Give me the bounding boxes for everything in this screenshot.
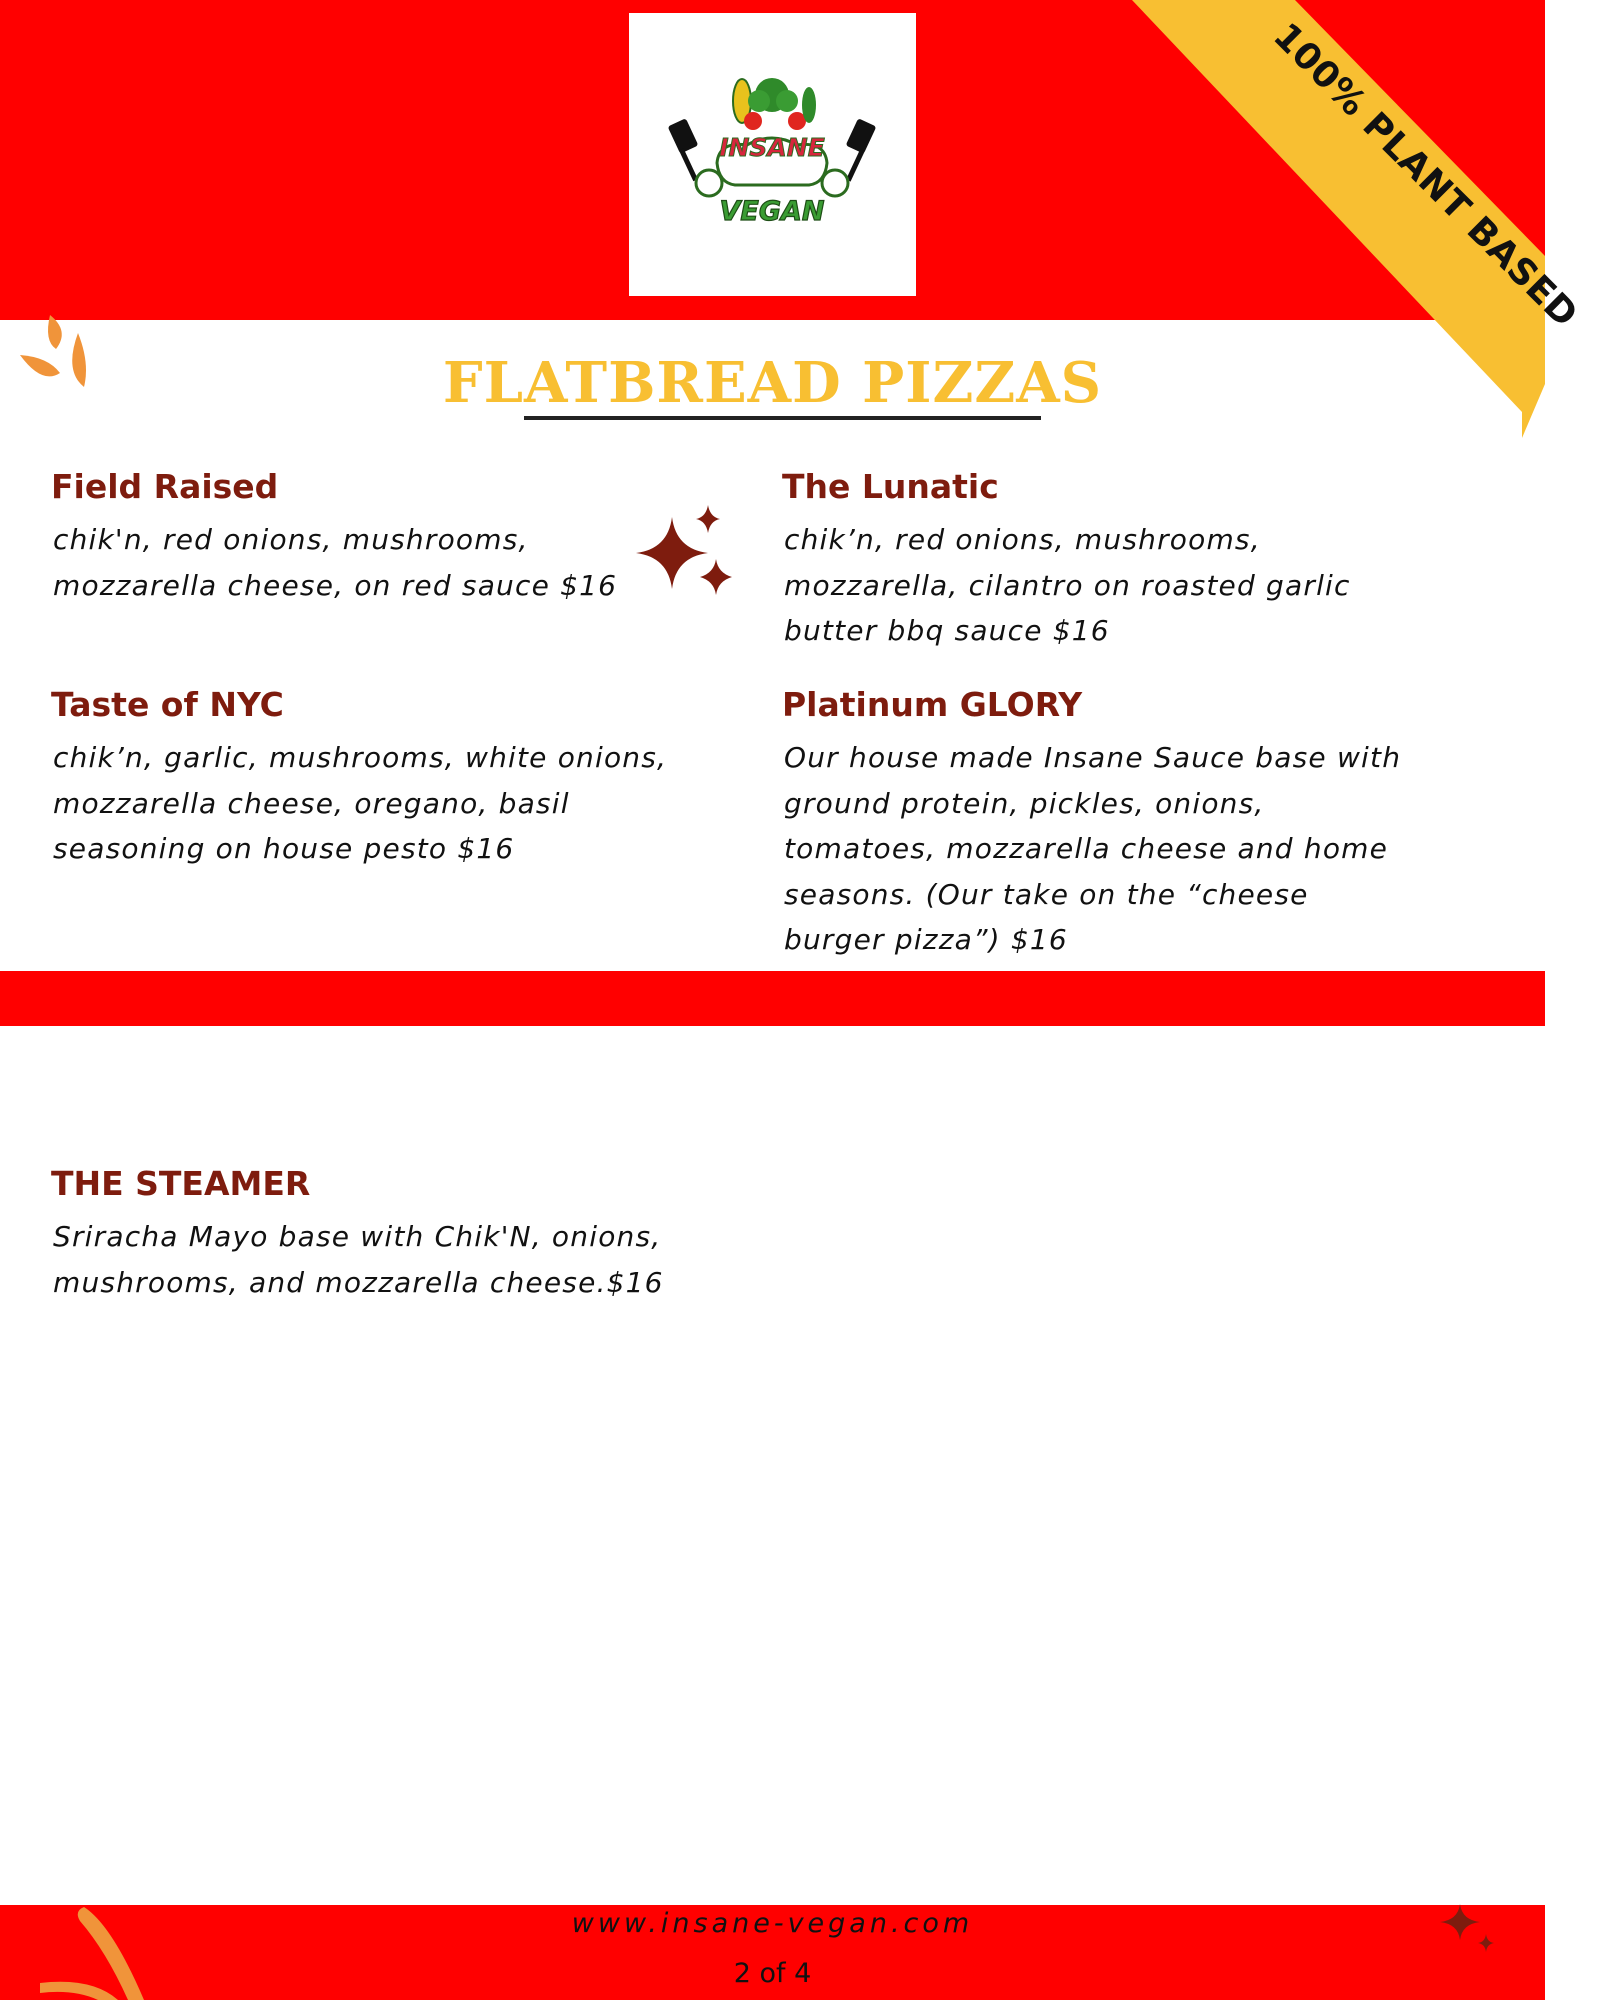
svg-text:VEGAN: VEGAN (719, 196, 825, 227)
item-name: THE STEAMER (51, 1164, 311, 1203)
item-description: chik'n, red onions, mushrooms, mozzarella cheese, on red sauce $16 (53, 523, 618, 602)
menu-item-platinum-glory (782, 683, 1422, 963)
menu-item-the-steamer (51, 1162, 691, 1305)
item-name: The Lunatic (782, 467, 999, 506)
sparkle-icon (1436, 1900, 1500, 1958)
ribbon-label: 100% PLANT BASED (1265, 15, 1586, 336)
title-underline (524, 416, 1041, 420)
svg-text:INSANE: INSANE (719, 133, 825, 162)
page-number: 2 of 4 (733, 1958, 812, 1989)
divider-band (0, 971, 1545, 1026)
menu-item-field-raised (51, 465, 691, 608)
section-title: FLATBREAD PIZZAS (442, 350, 1103, 416)
item-description: Sriracha Mayo base with Chik'N, onions, mushrooms, and mozzarella cheese.$16 (53, 1220, 664, 1299)
menu-item-the-lunatic (782, 465, 1422, 654)
item-name: Platinum GLORY (782, 685, 1083, 724)
footer-website-link[interactable]: www.insane-vegan.com (571, 1908, 974, 1939)
item-name: Taste of NYC (51, 685, 284, 724)
item-name: Field Raised (51, 467, 279, 506)
item-description: Our house made Insane Sauce base with ground protein, pickles, onions, tomatoes, mozzarella cheese and home seasons. (Our take on the “cheese burger pizza”) $16 (784, 741, 1402, 956)
menu-item-taste-of-nyc (51, 683, 691, 872)
item-description: chik’n, red onions, mushrooms, mozzarella, cilantro on roasted garlic butter bbq sauce $16 (784, 523, 1351, 647)
item-description: chik’n, garlic, mushrooms, white onions, mozzarella cheese, oregano, basil seasoning on house pesto $16 (53, 741, 668, 865)
